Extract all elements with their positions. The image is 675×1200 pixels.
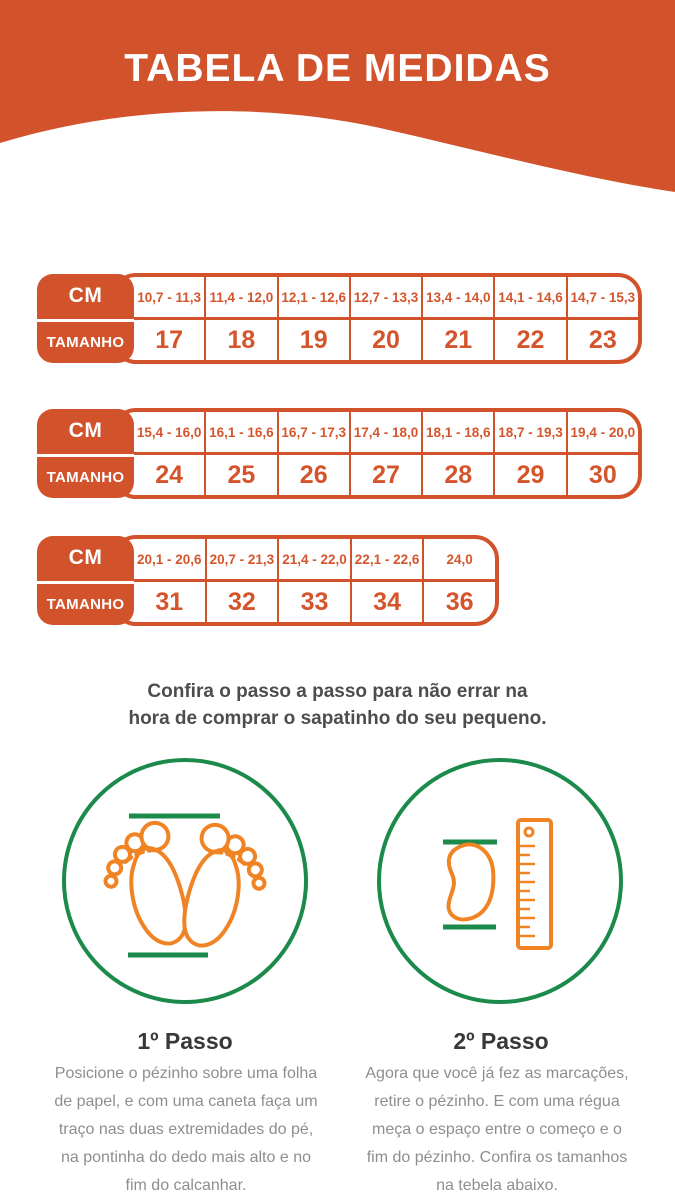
size-value: 21 (421, 320, 493, 360)
cm-range: 12,1 - 12,6 (277, 277, 349, 317)
size-value: 31 (155, 587, 184, 616)
intro-text (0, 678, 675, 732)
step-2-text-line: meça o espaço entre o começo e o (372, 1121, 622, 1138)
ruler-icon (518, 820, 551, 948)
step-1-text-line: de papel, e com uma caneta faça um (54, 1093, 318, 1110)
baby-feet-illustration (57, 754, 313, 1010)
cm-range: 17,4 - 18,0 (349, 412, 421, 452)
size-value: 26 (277, 455, 349, 495)
size-value: 28 (421, 455, 493, 495)
cm-range: 18,7 - 19,3 (493, 412, 565, 452)
step-1-title: 1º Passo (137, 1028, 233, 1054)
cm-range: 21,4 - 22,0 (277, 539, 350, 579)
cm-range: 24,0 (422, 539, 495, 579)
header-wave-background (0, 0, 675, 200)
cm-range: 11,4 - 12,0 (204, 277, 276, 317)
size-value: 22 (493, 320, 565, 360)
size-value: 27 (349, 455, 421, 495)
intro-line-2: hora de comprar o sapatinho do seu pequeno. (128, 708, 547, 729)
size-table-1-body (112, 273, 642, 364)
size-table-2-header (37, 409, 134, 498)
size-value: 18 (204, 320, 276, 360)
intro-line-1: Confira o passo a passo para não errar na (147, 681, 528, 702)
step-2-text-line: Agora que você já fez as marcações, (365, 1065, 629, 1082)
cm-range: 20,1 - 20,6 (137, 551, 202, 567)
footprint-icon (449, 844, 494, 919)
size-table-1-header (37, 274, 134, 363)
step-2-text (344, 1060, 650, 1200)
step-2-title: 2º Passo (453, 1028, 549, 1054)
right-foot-icon (174, 822, 276, 958)
cm-row (134, 277, 638, 320)
size-value: 25 (204, 455, 276, 495)
size-table-2-body (112, 408, 642, 499)
cm-range: 22,1 - 22,6 (350, 539, 423, 579)
size-value: 32 (205, 582, 278, 622)
cm-label: CM (68, 284, 103, 308)
cm-range: 20,7 - 21,3 (205, 539, 278, 579)
size-value: 29 (493, 455, 565, 495)
size-row (134, 582, 495, 622)
footprint-ruler-illustration (373, 754, 629, 1010)
cm-range: 19,4 - 20,0 (566, 412, 638, 452)
cm-label: CM (68, 419, 103, 443)
size-value: 24 (155, 460, 184, 489)
size-value: 23 (566, 320, 638, 360)
cm-range: 14,1 - 14,6 (493, 277, 565, 317)
cm-row (134, 539, 495, 582)
size-value: 33 (277, 582, 350, 622)
size-value: 19 (277, 320, 349, 360)
step-2-text-line: retire o pézinho. E com uma régua (374, 1093, 620, 1110)
step-1-text-line: traço nas duas extremidades do pé, (58, 1121, 314, 1138)
tamanho-label: TAMANHO (46, 595, 125, 613)
cm-row (134, 412, 638, 455)
size-table-3-body (112, 535, 499, 626)
size-row (134, 455, 638, 495)
size-value: 20 (349, 320, 421, 360)
cm-range: 18,1 - 18,6 (421, 412, 493, 452)
size-value: 34 (350, 582, 423, 622)
step-1-text-line: Posicione o pézinho sobre uma folha (54, 1065, 318, 1082)
cm-range: 13,4 - 14,0 (421, 277, 493, 317)
tamanho-label: TAMANHO (46, 468, 125, 486)
step-1-text-line: fim do calcanhar. (125, 1177, 247, 1194)
cm-range: 15,4 - 16,0 (136, 424, 202, 440)
size-value: 17 (155, 325, 184, 354)
step-2-text-line: na tebela abaixo. (436, 1177, 558, 1194)
cm-range: 14,7 - 15,3 (566, 277, 638, 317)
cm-label: CM (68, 546, 103, 570)
cm-range: 16,1 - 16,6 (204, 412, 276, 452)
size-row (134, 320, 638, 360)
step-1-text (33, 1060, 339, 1200)
cm-range: 10,7 - 11,3 (137, 289, 202, 305)
cm-range: 16,7 - 17,3 (277, 412, 349, 452)
size-table-3-header (37, 536, 134, 625)
left-foot-icon (94, 820, 196, 956)
cm-range: 12,7 - 13,3 (349, 277, 421, 317)
size-value: 30 (566, 455, 638, 495)
tamanho-label: TAMANHO (46, 333, 125, 351)
green-circle-outline (64, 760, 306, 1002)
size-value: 36 (422, 582, 495, 622)
step-1-text-line: na pontinha do dedo mais alto e no (61, 1149, 311, 1166)
step-2-text-line: fim do pézinho. Confira os tamanhos (366, 1149, 628, 1166)
green-circle-outline (379, 760, 621, 1002)
page-title: TABELA DE MEDIDAS (124, 47, 551, 90)
